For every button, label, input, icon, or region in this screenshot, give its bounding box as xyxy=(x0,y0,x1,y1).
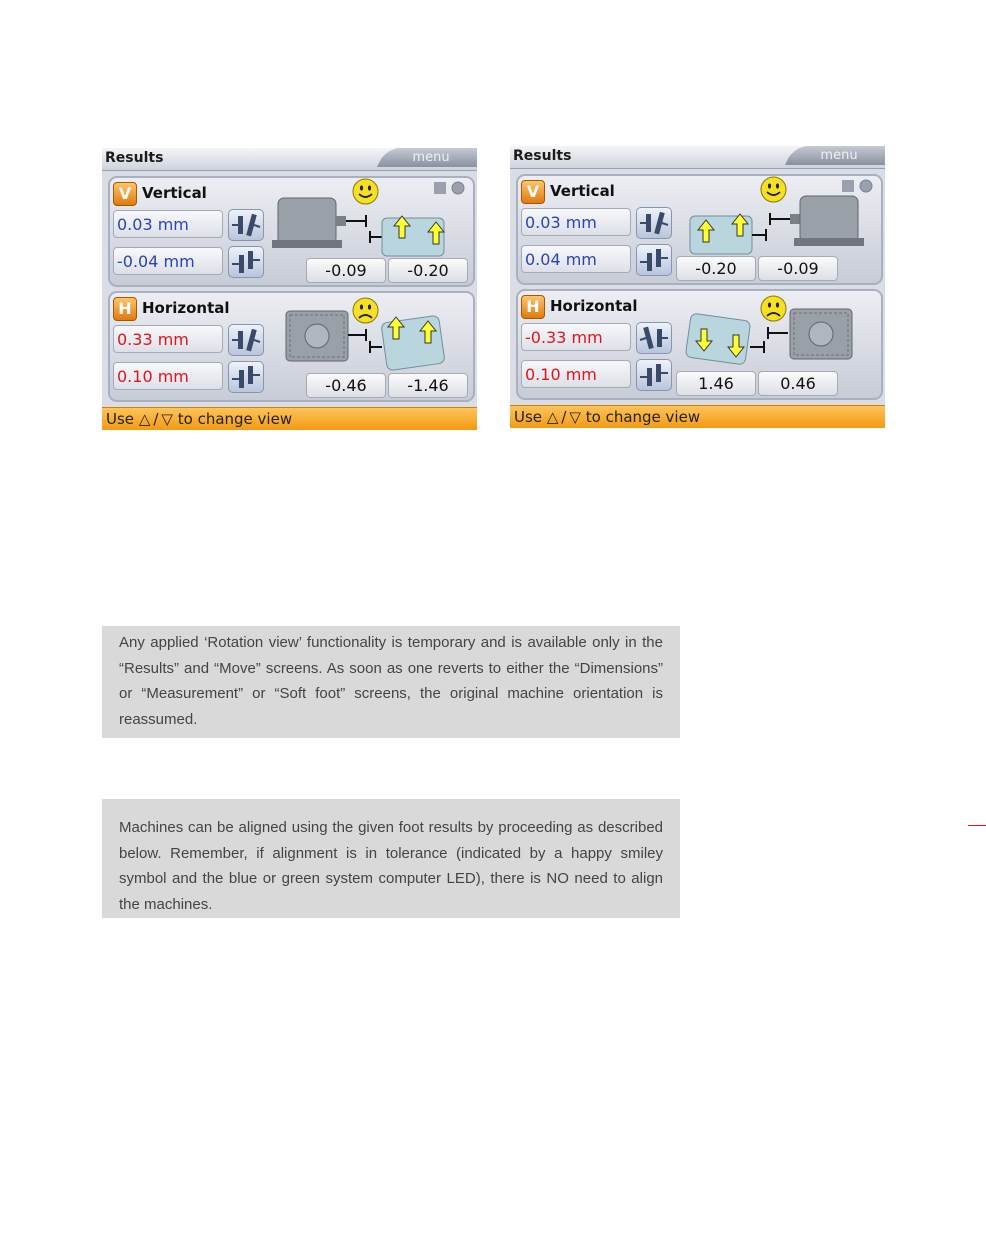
angularity-icon xyxy=(228,209,264,241)
horizontal-badge: H xyxy=(113,297,137,321)
menu-label: menu xyxy=(820,148,858,163)
status-hint xyxy=(106,410,292,428)
angularity-icon xyxy=(636,322,672,354)
note-alignment: Machines can be aligned using the given foot results by proceeding as described below. Remember, if alignment is in tolerance (indicated by a happy smiley symbol and the blue or green system computer LED), there is NO need to align the machines. xyxy=(102,799,680,918)
horizontal-angularity-value: -0.33 mm xyxy=(521,323,631,351)
menu-button[interactable] xyxy=(785,146,885,165)
menu-label: menu xyxy=(412,150,450,165)
vertical-panel[interactable] xyxy=(108,176,475,287)
status-slash: / xyxy=(153,410,159,428)
horizontal-offset-value: 0.10 mm xyxy=(521,360,631,388)
vertical-label: Vertical xyxy=(550,182,615,200)
status-hint xyxy=(514,408,700,426)
title-bar xyxy=(102,148,477,171)
vertical-label: Vertical xyxy=(142,184,207,202)
vertical-panel[interactable] xyxy=(516,174,883,285)
offset-icon xyxy=(636,359,672,391)
down-arrow-icon: ▽ xyxy=(569,408,581,426)
horizontal-angularity-value: 0.33 mm xyxy=(113,325,223,353)
horizontal-foot-1-value: 1.46 xyxy=(676,371,756,396)
horizontal-offset-value: 0.10 mm xyxy=(113,362,223,390)
settings-icon xyxy=(432,180,468,198)
horizontal-foot-1-value: -0.46 xyxy=(306,373,386,398)
up-arrow-icon: △ xyxy=(138,410,151,428)
settings-icon xyxy=(840,178,876,196)
offset-icon xyxy=(228,361,264,393)
status-suffix: to change view xyxy=(585,408,701,426)
note-rotation-view: Any applied ‘Rotation view’ functionality is temporary and is available only in the “Results” and “Move” screens. As soon as one reverts to either the “Dimensions” or “Measurement” or “Soft foot” screens, the original machine orientation is reassumed. xyxy=(102,626,680,738)
margin-marker xyxy=(968,825,986,826)
results-screen-left xyxy=(102,148,477,430)
sad-smiley-icon xyxy=(352,297,379,324)
horizontal-panel[interactable] xyxy=(108,291,475,402)
vertical-offset-value: 0.04 mm xyxy=(521,245,631,273)
vertical-badge: V xyxy=(521,180,545,204)
horizontal-foot-2-value: 0.46 xyxy=(758,371,838,396)
vertical-foot-2-value: -0.09 xyxy=(758,256,838,281)
horizontal-label: Horizontal xyxy=(142,299,230,317)
status-suffix: to change view xyxy=(177,410,293,428)
status-bar xyxy=(510,405,885,428)
angularity-icon xyxy=(636,207,672,239)
vertical-foot-1-value: -0.20 xyxy=(676,256,756,281)
horizontal-badge: H xyxy=(521,295,545,319)
status-slash: / xyxy=(561,408,567,426)
down-arrow-icon: ▽ xyxy=(161,410,173,428)
vertical-foot-1-value: -0.09 xyxy=(306,258,386,283)
angularity-icon xyxy=(228,324,264,356)
menu-button[interactable] xyxy=(377,148,477,167)
status-use: Use xyxy=(106,410,135,428)
offset-icon xyxy=(228,246,264,278)
vertical-offset-value: -0.04 mm xyxy=(113,247,223,275)
happy-smiley-icon xyxy=(352,178,379,205)
up-arrow-icon: △ xyxy=(546,408,559,426)
offset-icon xyxy=(636,244,672,276)
horizontal-panel[interactable] xyxy=(516,289,883,400)
title-bar xyxy=(510,146,885,169)
status-bar xyxy=(102,407,477,430)
vertical-foot-2-value: -0.20 xyxy=(388,258,468,283)
screen-title: Results xyxy=(513,148,572,164)
vertical-angularity-value: 0.03 mm xyxy=(113,210,223,238)
horizontal-label: Horizontal xyxy=(550,297,638,315)
happy-smiley-icon xyxy=(760,176,787,203)
screen-title: Results xyxy=(105,150,164,166)
vertical-angularity-value: 0.03 mm xyxy=(521,208,631,236)
horizontal-foot-2-value: -1.46 xyxy=(388,373,468,398)
results-screen-right xyxy=(510,146,885,428)
vertical-badge: V xyxy=(113,182,137,206)
sad-smiley-icon xyxy=(760,295,787,322)
status-use: Use xyxy=(514,408,543,426)
